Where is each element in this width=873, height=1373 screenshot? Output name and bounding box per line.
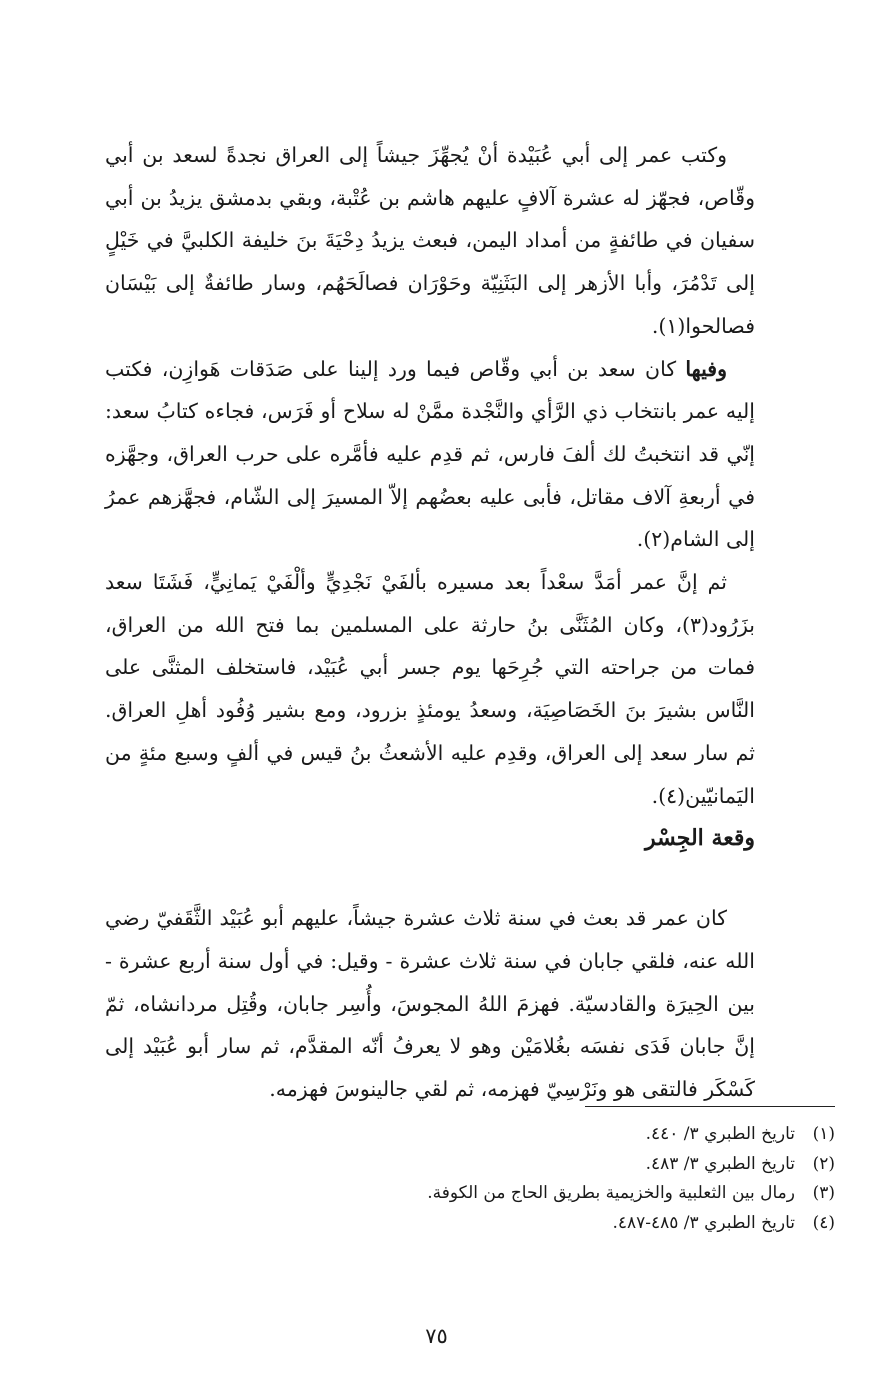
page-number: ٧٥ [425,1324,448,1348]
footnote-4 [105,1209,835,1239]
footnote-text: تاريخ الطبري ٣/ ٤٨٣. [645,1153,795,1174]
footnote-number: (٣) [812,1183,835,1203]
footnote-number: (١) [812,1124,835,1144]
paragraph-1 [105,134,755,348]
paragraph-2 [105,348,755,562]
section-paragraph: كان عمر قد بعث في سنة ثلاث عشرة جيشاً، عليهم أبو عُبَيْد الثَّقَفيّ رضي الله عنه، فلقي جابان في سنة ثلاث عشرة - وقيل: في أول سنة أربع عشرة - بين الحِيرَة والقادسيّة. فهزمَ اللهُ المجوسَ، وأُسِر جابان، وقُتِل مردانشاه، ثمّ إنَّ جابان فَدَى نفسَه بغُلامَيْن وهو لا يعرفُ أنّه المقدَّم، ثم سار أبو عُبَيْد إلى كَسْكَر فالتقى هو ونَرْسِيّ فهزمه، ثم لقي جالينوسَ فهزمه. [105,906,755,1102]
footnote-text: رمال بين الثعلبية والخزيمية بطريق الحاج من الكوفة. [427,1183,795,1203]
paragraph-text: ثم إنَّ عمر أمَدَّ سعْداً بعد مسيره بألفَيْ نَجْدِيٍّ وألْفَيْ يَمانِيٍّ، فَشَتَا سعد بزَرُود(٣)، وكان المُثَنَّى بنُ حارثة على المسلمين بما فتح الله من العراق، فمات من جراحته التي جُرِحَها يوم جسر أبي عُبَيْد، فاستخلف المثنَّى على النَّاس بشيرَ بنَ الخَصَاصِيَة، وسعدُ يومئذٍ بزرود، ومع بشير وُفُود أهلِ العراق. ثم سار سعد إلى العراق، وقدِم عليه الأشعثُ بنُ قيس في ألفٍ وسبع مئةٍ من اليَمانيّين(٤). [105,570,755,808]
footnote-1 [105,1120,835,1150]
footnote-text: تاريخ الطبري ٣/ ٤٤٠. [645,1124,795,1144]
section-heading: وقعة الجِسْر [645,825,755,852]
footnote-number: (٤) [812,1212,835,1233]
paragraph-text: وكتب عمر إلى أبي عُبَيْدة أنْ يُجهِّزَ جيشاً إلى العراق نجدةً لسعد بن أبي وقّاص، فجهّز له عشرة آلافٍ عليهم هاشم بن عُتْبة، وبقي بدمشق يزيدُ بن أبي سفيان في طائفةٍ من أمداد اليمن، فبعث يزيدُ دِحْيَةَ بنَ خليفة الكلبيَّ في خَيْلٍ إلى تَدْمُرَ، وأبا الأزهر إلى البَثَنِيّة وحَوْرَان فصالَحَهُم، وسار طائفةٌ إلى بَيْسَان فصالحوا(١). [105,143,755,338]
footnote-number: (٢) [812,1153,835,1174]
main-text [105,134,755,1111]
footnote-2 [105,1150,835,1180]
footnote-divider [585,1106,835,1107]
paragraph-lead-word: وفيها [685,356,727,381]
footnote-text: تاريخ الطبري ٣/ ٤٨٥-٤٨٧. [612,1212,795,1233]
footnote-3 [105,1179,835,1209]
paragraph-3 [105,561,755,817]
section-spacer [105,859,755,897]
footnotes [105,1120,835,1238]
paragraph-text: كان سعد بن أبي وقّاص فيما ورد إلينا على صَدَقات هَوازِن، فكتب إليه عمر بانتخاب ذي الرَّأي والنَّجْدة ممَّنْ له سلاح أو فَرَس، فجاءه كتابُ سعد: إنّي قد انتخبتُ لك ألفَ فارس، ثم قدِم عليه فأمَّره على حرب العراق، وجهَّزه في أربعةِ آلاف مقاتل، فأبى عليه بعضُهم إلاّ المسيرَ إلى الشّام، فجهَّزهم عمرُ إلى الشام(٢). [105,356,755,552]
